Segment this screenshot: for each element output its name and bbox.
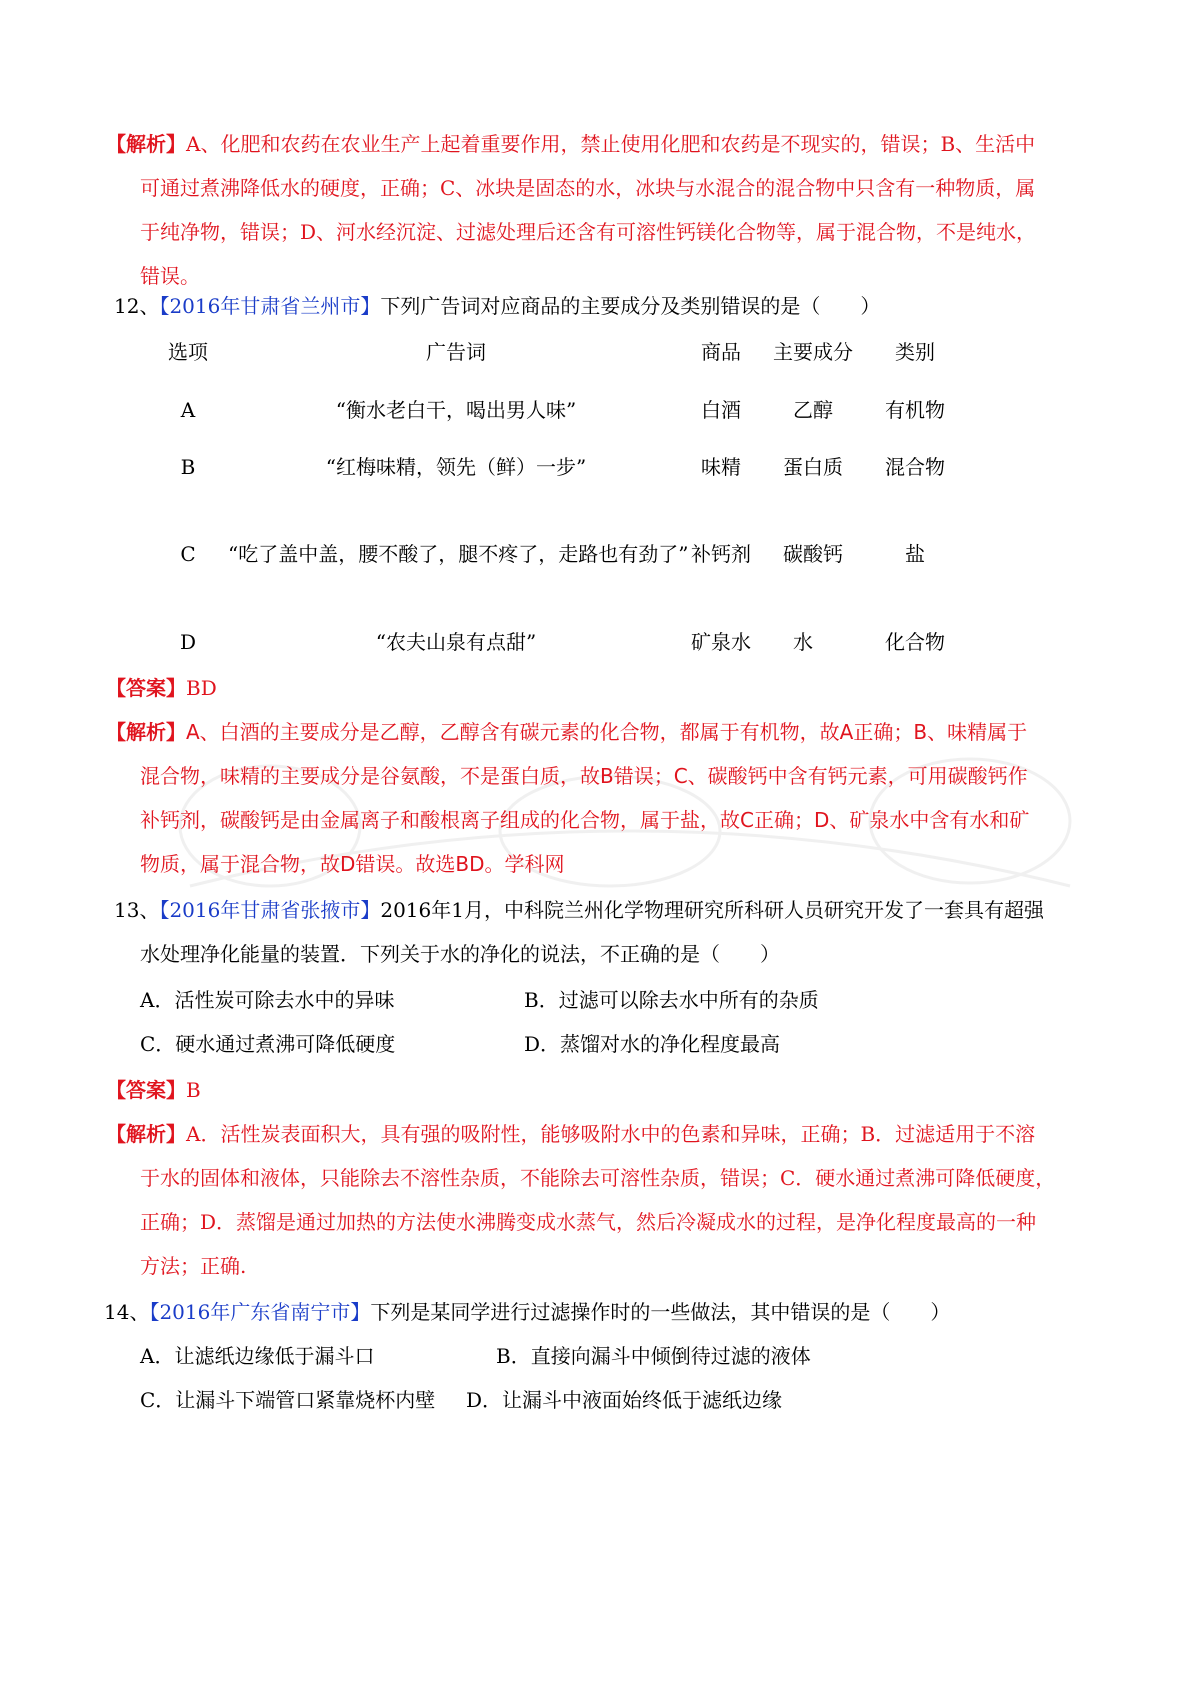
q14-stem [104, 1298, 950, 1326]
table-cell-component: 乙醇 [793, 398, 833, 422]
analysis-tag: 【解析】 [106, 720, 186, 744]
table-cell-component: 水 [793, 630, 813, 654]
table-cell-category: 混合物 [885, 455, 945, 479]
table-cell-component: 蛋白质 [783, 455, 843, 479]
table-cell-product: 矿泉水 [691, 630, 751, 654]
analysis-text: A、化肥和农药在农业生产上起着重要作用，禁止使用化肥和农药是不现实的，错误；B、生活中 [186, 132, 1036, 156]
q13-analysis-line-2: 于水的固体和液体，只能除去不溶性杂质，不能除去可溶性杂质，错误；C．硬水通过煮沸可降低硬度， [140, 1166, 1056, 1190]
table-cell-ad: “吃了盖中盖，腰不酸了，腿不疼了，走路也有劲了” [228, 542, 689, 566]
q11-analysis-line-2: 可通过煮沸降低水的硬度，正确；C、冰块是固态的水，冰块与水混合的混合物中只含有一种物质，属 [140, 176, 1036, 200]
q14-option-c: C．让漏斗下端管口紧靠烧杯内壁 [140, 1388, 436, 1412]
table-cell-option: C [180, 542, 196, 566]
analysis-text: A、白酒的主要成分是乙醇，乙醇含有碳元素的化合物，都属于有机物，故A正确；B、味精属于 [186, 720, 1028, 744]
q12-answer [106, 674, 217, 702]
table-header-product: 商品 [701, 340, 741, 364]
q13-analysis-line-3: 正确；D．蒸馏是通过加热的方法使水沸腾变成水蒸气，然后冷凝成水的过程，是净化程度最高的一种 [140, 1210, 1037, 1234]
table-cell-option: A [180, 398, 196, 422]
table-cell-category: 有机物 [885, 398, 945, 422]
table-cell-category: 化合物 [885, 630, 945, 654]
q13-analysis-line-4: 方法；正确. [140, 1254, 247, 1278]
table-cell-category: 盐 [905, 542, 925, 566]
table-header-option: 选项 [168, 340, 208, 364]
table-cell-option: D [179, 630, 197, 654]
table-header-component: 主要成分 [773, 340, 853, 364]
question-number: 14、 [104, 1300, 150, 1324]
answer-tag: 【答案】 [106, 676, 186, 700]
q11-analysis-line-4: 错误。 [140, 264, 200, 288]
analysis-text: A．活性炭表面积大，具有强的吸附性，能够吸附水中的色素和异味，正确；B．过滤适用于不溶 [186, 1122, 1036, 1146]
q13-stem-line-1 [114, 896, 1044, 924]
question-source: 【2016年甘肃省兰州市】 [159, 294, 381, 318]
table-cell-product: 白酒 [701, 398, 741, 422]
table-cell-ad: “衡水老白干，喝出男人味” [335, 398, 577, 422]
q14-option-a: A．让滤纸边缘低于漏斗口 [140, 1344, 375, 1368]
question-stem: 下列广告词对应商品的主要成分及类别错误的是（ ） [380, 294, 881, 318]
question-number: 12、 [114, 294, 160, 318]
q12-analysis-line-1 [106, 718, 1027, 746]
analysis-tag: 【解析】 [106, 132, 186, 156]
answer-value: BD [186, 676, 217, 700]
q13-option-c: C．硬水通过煮沸可降低硬度 [140, 1032, 396, 1056]
q13-option-b: B．过滤可以除去水中所有的杂质 [524, 988, 819, 1012]
q14-option-b: B．直接向漏斗中倾倒待过滤的液体 [496, 1344, 811, 1368]
q12-stem [114, 292, 880, 320]
table-cell-ad: “农夫山泉有点甜” [375, 630, 537, 654]
q14-option-d: D．让漏斗中液面始终低于滤纸边缘 [466, 1388, 783, 1412]
q13-option-a: A．活性炭可除去水中的异味 [140, 988, 395, 1012]
table-cell-component: 碳酸钙 [783, 542, 843, 566]
table-header-ad: 广告词 [426, 340, 486, 364]
q13-answer [106, 1076, 201, 1104]
table-cell-ad: “红梅味精，领先（鲜）一步” [325, 455, 587, 479]
q13-option-d: D．蒸馏对水的净化程度最高 [524, 1032, 781, 1056]
q13-analysis-line-1 [106, 1120, 1035, 1148]
question-stem: 2016年1月，中科院兰州化学物理研究所科研人员研究开发了一套具有超强 [380, 898, 1044, 922]
q13-stem-line-2: 水处理净化能量的装置．下列关于水的净化的说法，不正确的是（ ） [140, 942, 780, 966]
q12-analysis-line-2: 混合物，味精的主要成分是谷氨酸，不是蛋白质，故B错误；C、碳酸钙中含有钙元素，可用碳酸钙作 [140, 764, 1028, 788]
answer-value: B [186, 1078, 201, 1102]
analysis-tag: 【解析】 [106, 1122, 186, 1146]
table-cell-product: 补钙剂 [691, 542, 751, 566]
table-header-category: 类别 [895, 340, 935, 364]
q11-analysis-line-1 [106, 130, 1035, 158]
answer-tag: 【答案】 [106, 1078, 186, 1102]
table-cell-option: B [180, 455, 196, 479]
question-number: 13、 [114, 898, 160, 922]
q11-analysis-line-3: 于纯净物，错误；D、河水经沉淀、过滤处理后还含有可溶性钙镁化合物等，属于混合物，不是纯水， [140, 220, 1037, 244]
question-stem: 下列是某同学进行过滤操作时的一些做法，其中错误的是（ ） [370, 1300, 951, 1324]
q12-analysis-line-3: 补钙剂，碳酸钙是由金属离子和酸根离子组成的化合物，属于盐，故C正确；D、矿泉水中含有水和矿 [140, 808, 1030, 832]
q12-analysis-line-4: 物质，属于混合物，故D错误。故选BD。学科网 [140, 852, 565, 876]
question-source: 【2016年甘肃省张掖市】 [159, 898, 381, 922]
table-cell-product: 味精 [701, 455, 741, 479]
question-source: 【2016年广东省南宁市】 [149, 1300, 371, 1324]
